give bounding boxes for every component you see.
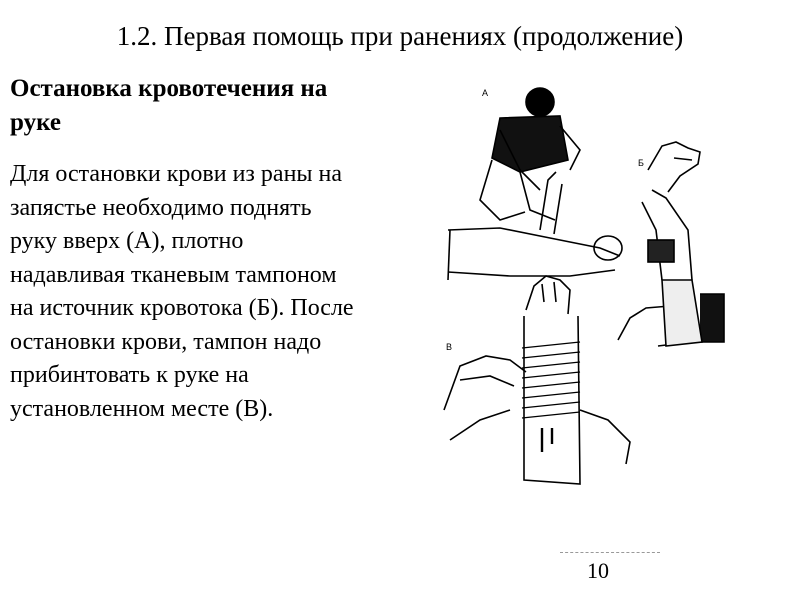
panel-label-a: А	[482, 88, 489, 98]
panel-label-b: Б	[638, 158, 644, 168]
panel-a-drawing	[448, 88, 622, 280]
footer-divider	[560, 552, 660, 553]
panel-b-drawing	[618, 142, 724, 346]
slide-title: 1.2. Первая помощь при ранениях (продолжение)	[116, 21, 684, 51]
first-aid-illustration	[430, 80, 730, 510]
illustration-drawing	[430, 80, 730, 510]
page-number: 10	[587, 558, 609, 583]
body-paragraph: Для остановки крови из раны на запястье необходимо поднять руку вверх (А), плотно надавливая тканевым тампоном на источник кровотока (Б). После остановки крови, тампон надо прибинтовать к руке на установленном месте (В).	[10, 161, 354, 422]
panel-c-drawing	[444, 276, 630, 484]
panel-label-c: В	[446, 342, 453, 352]
section-heading: Остановка кровотечения на руке	[10, 75, 328, 136]
